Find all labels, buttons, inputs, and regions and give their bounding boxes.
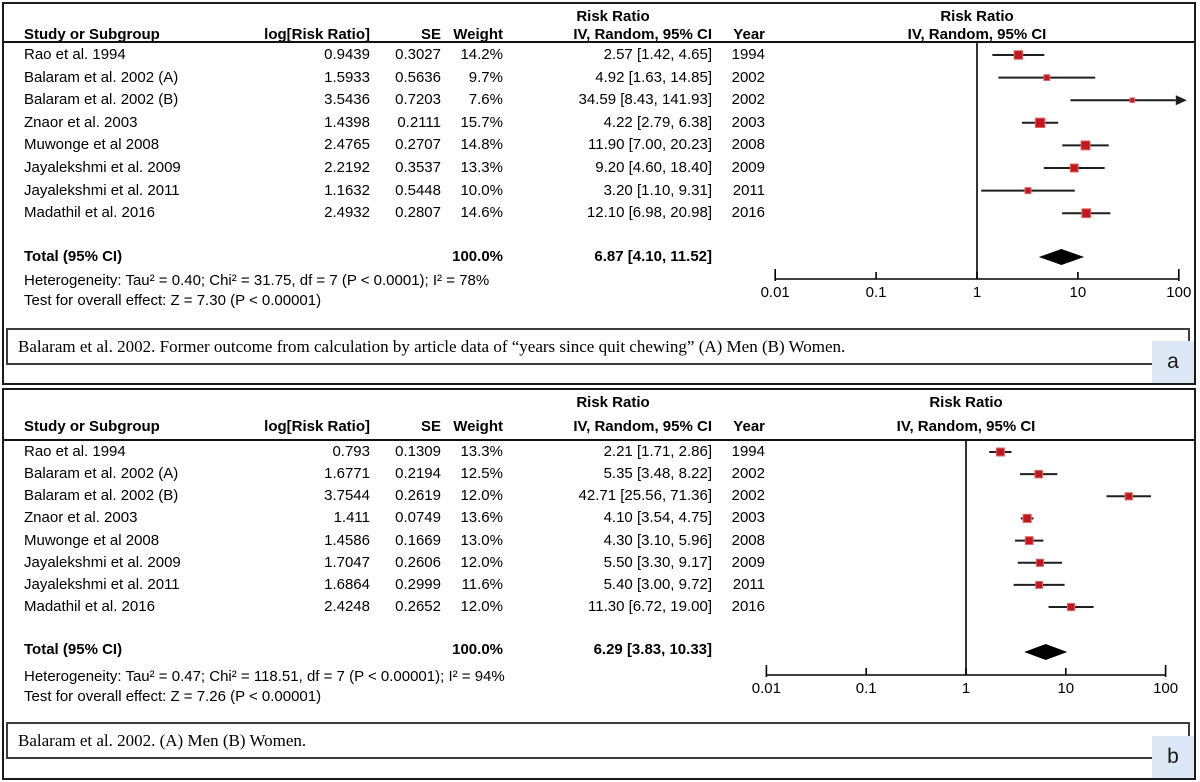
log-rr-value: 1.1632: [324, 181, 370, 199]
se-value: 0.3027: [395, 46, 441, 63]
study-label: Muwonge et al 2008: [24, 136, 160, 154]
log-rr-value: 1.411: [333, 509, 370, 527]
axis-tick-label: 10: [1057, 680, 1075, 697]
se-value: 0.5448: [395, 181, 441, 199]
year-value: 2016: [731, 598, 765, 616]
arrow-right-icon: [1176, 95, 1187, 105]
effect-square: [1025, 537, 1033, 545]
weight-value: 10.0%: [460, 181, 503, 199]
se-value: 0.2194: [395, 465, 441, 483]
weight-value: 14.6%: [460, 204, 503, 222]
year-value: 1994: [731, 443, 765, 460]
ci-value: 4.22 [2.79, 6.38]: [603, 113, 712, 131]
panel-label-b: b: [1152, 736, 1194, 778]
log-rr-value: 1.6771: [324, 465, 370, 483]
effect-square: [1035, 470, 1043, 478]
study-label: Znaor et al. 2003: [24, 113, 138, 131]
effect-square: [1125, 493, 1132, 500]
se-value: 0.2652: [395, 598, 441, 616]
col-header-log-rr: log[Risk Ratio]: [264, 418, 370, 435]
ci-value: 3.20 [1.10, 9.31]: [603, 181, 712, 199]
log-rr-value: 2.2192: [324, 159, 370, 176]
study-label: Muwonge et al 2008: [24, 531, 160, 549]
se-value: 0.3537: [395, 159, 441, 176]
effect-square: [1070, 164, 1078, 172]
weight-value: 12.0%: [460, 487, 503, 505]
study-label: Jayalekshmi et al. 2009: [24, 553, 181, 571]
header-rule: [4, 41, 1194, 43]
study-label: Balaram et al. 2002 (B): [24, 91, 179, 109]
weight-value: 15.7%: [460, 113, 503, 131]
se-value: 0.2619: [395, 487, 441, 505]
ci-value: 5.35 [3.48, 8.22]: [603, 465, 712, 483]
study-label: Jayalekshmi et al. 2009: [24, 159, 181, 176]
study-label: Balaram et al. 2002 (A): [24, 465, 179, 483]
weight-value: 13.3%: [460, 159, 503, 176]
overall-effect-text: Test for overall effect: Z = 7.30 (P < 0.00001): [24, 292, 322, 309]
log-rr-value: 3.5436: [324, 91, 370, 109]
ci-value: 4.92 [1.63, 14.85]: [595, 68, 712, 86]
log-rr-value: 3.7544: [324, 487, 370, 505]
study-label: Jayalekshmi et al. 2011: [24, 181, 180, 199]
footnote-box: [6, 328, 1190, 365]
weight-value: 14.8%: [460, 136, 503, 154]
effect-square: [1023, 514, 1031, 522]
study-label: Madathil et al. 2016: [24, 598, 155, 616]
log-rr-value: 2.4248: [324, 598, 370, 616]
log-rr-value: 2.4765: [324, 136, 370, 154]
log-rr-value: 1.6864: [324, 575, 370, 593]
ci-value: 2.21 [1.71, 2.86]: [603, 443, 712, 460]
log-rr-value: 1.4398: [324, 113, 370, 131]
ci-value: 2.57 [1.42, 4.65]: [603, 46, 712, 63]
col-header-study: Study or Subgroup: [24, 418, 160, 435]
study-label: Rao et al. 1994: [24, 46, 126, 63]
effect-square: [1067, 603, 1074, 610]
effect-square: [1014, 51, 1023, 60]
se-value: 0.5636: [395, 68, 441, 86]
axis-tick-label: 0.1: [865, 284, 887, 301]
axis-tick-label: 100: [1166, 284, 1192, 301]
se-value: 0.2111: [397, 113, 441, 131]
footnote-text: Balaram et al. 2002. Former outcome from calculation by article data of “years since quit chewing” (A) Men (B) Women.: [18, 336, 846, 356]
log-rr-value: 0.793: [332, 443, 370, 460]
study-label: Jayalekshmi et al. 2011: [24, 575, 180, 593]
year-value: 2002: [731, 465, 765, 483]
ci-value: 12.10 [6.98, 20.98]: [586, 204, 712, 222]
table-group-header: Risk Ratio: [576, 8, 650, 25]
study-label: Balaram et al. 2002 (B): [24, 487, 179, 505]
col-header-year: Year: [733, 26, 765, 43]
year-value: 2002: [731, 68, 765, 86]
effect-square: [1130, 98, 1135, 103]
weight-value: 9.7%: [468, 68, 503, 86]
ci-value: 5.40 [3.00, 9.72]: [603, 575, 712, 593]
study-label: Madathil et al. 2016: [24, 204, 155, 222]
log-rr-value: 2.4932: [324, 204, 370, 222]
axis-tick-label: 1: [961, 680, 971, 697]
se-value: 0.2606: [395, 553, 441, 571]
year-value: 2003: [731, 509, 765, 527]
heterogeneity-text: Heterogeneity: Tau² = 0.47; Chi² = 118.51, df = 7 (P < 0.00001); I² = 94%: [24, 668, 505, 685]
table-group-header: Risk Ratio: [576, 394, 650, 411]
se-value: 0.1669: [395, 531, 441, 549]
ci-value: 34.59 [8.43, 141.93]: [578, 91, 712, 109]
year-value: 2011: [732, 181, 765, 199]
col-header-ci: IV, Random, 95% CI: [573, 26, 712, 43]
panel-a: [2, 2, 1196, 385]
plot-group-header: Risk Ratio: [940, 8, 1014, 25]
axis-tick-label: 0.01: [760, 284, 790, 301]
col-header-log-rr: log[Risk Ratio]: [264, 26, 370, 43]
total-ci: 6.87 [4.10, 11.52]: [594, 248, 712, 265]
log-rr-value: 1.5933: [324, 68, 370, 86]
weight-value: 12.0%: [460, 598, 503, 616]
total-weight: 100.0%: [452, 641, 503, 658]
se-value: 0.7203: [395, 91, 441, 109]
effect-square: [1036, 559, 1043, 566]
year-value: 2002: [731, 91, 765, 109]
col-header-se: SE: [420, 418, 441, 435]
effect-square: [1044, 75, 1050, 81]
log-rr-value: 0.9439: [324, 46, 370, 63]
weight-value: 12.0%: [460, 553, 503, 571]
weight-value: 11.6%: [461, 575, 503, 593]
col-header-ci: IV, Random, 95% CI: [573, 418, 712, 435]
axis-tick-label: 0.01: [751, 680, 781, 697]
study-label: Rao et al. 1994: [24, 443, 126, 460]
total-label: Total (95% CI): [24, 641, 123, 658]
total-diamond: [1024, 644, 1067, 660]
ci-value: 4.30 [3.10, 5.96]: [603, 531, 712, 549]
se-value: 0.1309: [395, 443, 441, 460]
year-value: 2011: [732, 575, 765, 593]
year-value: 2016: [731, 204, 765, 222]
log-rr-value: 1.4586: [324, 531, 370, 549]
weight-value: 13.3%: [460, 443, 503, 460]
col-header-study: Study or Subgroup: [24, 26, 160, 43]
col-header-se: SE: [420, 26, 441, 43]
col-header-year: Year: [733, 418, 765, 435]
effect-square: [1035, 118, 1044, 127]
col-header-weight: Weight: [453, 418, 503, 435]
axis-tick-label: 10: [1069, 284, 1087, 301]
year-value: 2008: [731, 531, 765, 549]
axis-tick-label: 100: [1153, 680, 1179, 697]
year-value: 2008: [731, 136, 765, 154]
year-value: 1994: [731, 46, 765, 63]
weight-value: 13.6%: [460, 509, 503, 527]
total-label: Total (95% CI): [24, 248, 123, 265]
weight-value: 12.5%: [460, 465, 503, 483]
effect-square: [1082, 209, 1091, 218]
year-value: 2003: [731, 113, 765, 131]
weight-value: 7.6%: [468, 91, 503, 109]
axis-tick-label: 1: [972, 284, 982, 301]
plot-group-header: Risk Ratio: [929, 394, 1003, 411]
ci-value: 11.90 [7.00, 20.23]: [588, 136, 712, 154]
se-value: 0.2807: [395, 204, 441, 222]
se-value: 0.2999: [395, 575, 441, 593]
se-value: 0.2707: [395, 136, 441, 154]
plot-method-header: IV, Random, 95% CI: [907, 26, 1047, 43]
year-value: 2009: [731, 159, 765, 176]
axis-tick-label: 0.1: [855, 680, 877, 697]
col-header-weight: Weight: [453, 26, 503, 43]
footnote-text: Balaram et al. 2002. (A) Men (B) Women.: [18, 730, 307, 750]
effect-square: [1025, 188, 1031, 194]
year-value: 2009: [731, 553, 765, 571]
ci-value: 42.71 [25.56, 71.36]: [578, 487, 712, 505]
total-ci: 6.29 [3.83, 10.33]: [593, 641, 712, 658]
ci-value: 9.20 [4.60, 18.40]: [595, 159, 712, 176]
effect-square: [996, 448, 1004, 456]
total-diamond: [1039, 249, 1084, 265]
panel-b: [2, 388, 1196, 780]
panel-label-a: a: [1152, 341, 1194, 383]
weight-value: 13.0%: [460, 531, 503, 549]
effect-square: [1081, 141, 1090, 150]
total-weight: 100.0%: [452, 248, 503, 265]
study-label: Znaor et al. 2003: [24, 509, 138, 527]
se-value: 0.0749: [395, 509, 441, 527]
ci-value: 4.10 [3.54, 4.75]: [603, 509, 712, 527]
study-label: Balaram et al. 2002 (A): [24, 68, 179, 86]
ci-value: 11.30 [6.72, 19.00]: [588, 598, 712, 616]
heterogeneity-text: Heterogeneity: Tau² = 0.40; Chi² = 31.75, df = 7 (P < 0.0001); I² = 78%: [24, 272, 490, 289]
year-value: 2002: [731, 487, 765, 505]
footnote-box: [6, 722, 1190, 759]
effect-square: [1036, 581, 1043, 588]
weight-value: 14.2%: [460, 46, 503, 63]
plot-method-header: IV, Random, 95% CI: [896, 418, 1036, 435]
log-rr-value: 1.7047: [324, 553, 370, 571]
ci-value: 5.50 [3.30, 9.17]: [603, 553, 712, 571]
overall-effect-text: Test for overall effect: Z = 7.26 (P < 0.00001): [24, 688, 322, 705]
